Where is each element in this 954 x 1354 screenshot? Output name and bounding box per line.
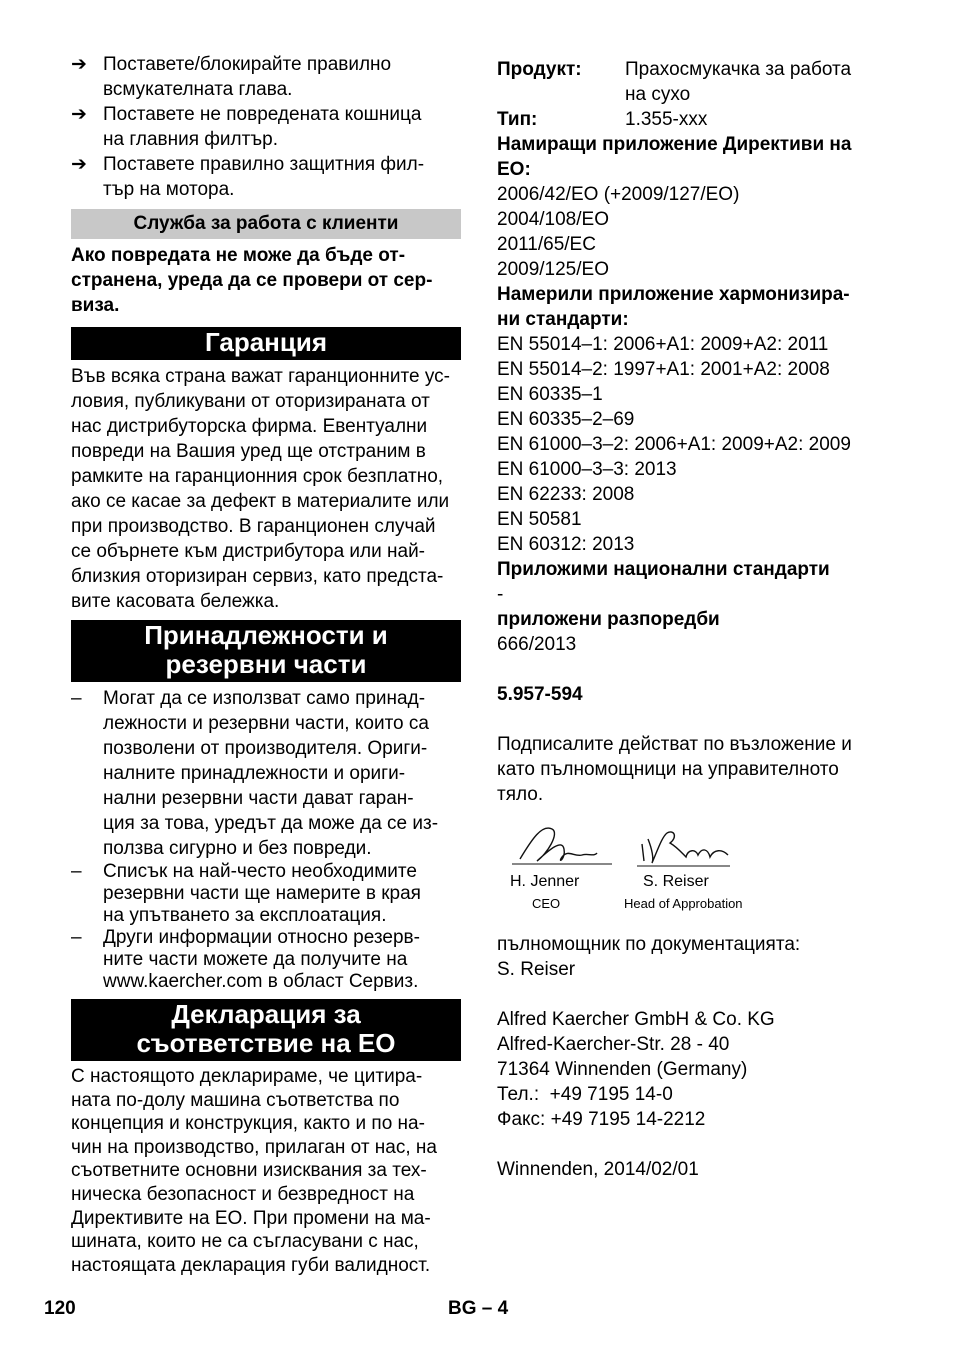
company-address [497, 1007, 887, 1132]
directive-item: 2004/108/ЕО [497, 209, 609, 230]
text-line: ните части можете да получите на [103, 949, 408, 970]
dash-bullet: – [71, 688, 82, 709]
text-line: при производство. В гаранционен случай [71, 516, 436, 537]
text-line: тър на мотора. [103, 179, 235, 200]
arrow-item [71, 152, 461, 202]
dash-bullet: – [71, 861, 82, 882]
text-line: налните принадлежности и ориги- [103, 763, 406, 784]
left-column [71, 52, 461, 1277]
signer-name: S. Reiser [643, 873, 709, 890]
text-line: близкия оторизиран сервиз, като предста- [71, 566, 444, 587]
type-value: 1.355-xxx [625, 109, 708, 130]
text-line: Поставете/блокирайте правилно [103, 54, 392, 75]
heading-line: Намерили приложение хармонизира- [497, 284, 850, 305]
text-line: www.kaercher.com в област Сервиз. [103, 971, 419, 992]
page-number: 120 [44, 1298, 76, 1319]
text-line: всмукателната глава. [103, 79, 293, 100]
text-line: Поставете не повредената кошница [103, 104, 422, 125]
heading-line: Принадлежности и [144, 620, 388, 650]
text-line: на главния филтър. [103, 129, 279, 150]
text-line: Поставете правилно защитния фил- [103, 154, 425, 175]
heading-line: съответствие на ЕО [136, 1028, 396, 1058]
directive-item: 2009/125/ЕО [497, 259, 609, 280]
signer-role: Head of Approbation [624, 896, 743, 911]
declaration-heading [71, 999, 461, 1061]
doc-agent-name: S. Reiser [497, 959, 576, 980]
heading-line: резервни части [165, 649, 367, 679]
address-line: Alfred Kaercher GmbH & Co. KG [497, 1009, 775, 1030]
text-line: вите касовата бележка. [71, 591, 280, 612]
dash-item [71, 861, 461, 927]
standard-item: EN 50581 [497, 509, 582, 530]
standard-item: EN 61000–3–2: 2006+A1: 2009+A2: 2009 [497, 434, 851, 455]
text-line: странена, уреда да се провери от сер- [71, 270, 433, 291]
standard-item: EN 62233: 2008 [497, 484, 635, 505]
right-column [497, 57, 887, 1182]
heading-line: Декларация за [171, 999, 361, 1029]
national-standards-heading: Приложими национални стандарти [497, 559, 830, 580]
text-line: тяло. [497, 784, 544, 805]
text-line: концепция и конструкция, както и по на- [71, 1113, 425, 1135]
declaration-text [71, 1065, 461, 1277]
place-date: Winnenden, 2014/02/01 [497, 1159, 699, 1180]
text-line: като пълномощници на управителното [497, 759, 839, 780]
text-line: Могат да се използват само принад- [103, 688, 426, 709]
product-value: на сухо [625, 84, 691, 105]
doc-agent [497, 932, 887, 982]
standard-item: EN 60335–1 [497, 384, 603, 405]
text-line: рамките на гаранционния срок безплатно, [71, 466, 444, 487]
heading-line: Гаранция [204, 327, 328, 357]
address-line: Факс: +49 7195 14-2212 [497, 1109, 706, 1130]
address-line: 71364 Winnenden (Germany) [497, 1059, 748, 1080]
service-text [71, 243, 461, 318]
regulations-heading: приложени разпоредби [497, 609, 720, 630]
section-label: BG – 4 [448, 1298, 509, 1319]
text-line: лежности и резервни части, които са [103, 713, 429, 734]
directive-item: 2011/65/ЕС [497, 234, 596, 255]
text-line: настоящата декларация губи валидност. [71, 1254, 431, 1276]
text-line: повреди на Вашия уред ще отстраним в [71, 441, 426, 462]
standards-heading [497, 282, 887, 332]
signature-block [497, 807, 887, 932]
arrow-right-icon: ➔ [71, 154, 87, 175]
text-line: Други информации относно резерв- [103, 927, 420, 948]
standard-item: EN 60335–2–69 [497, 409, 635, 430]
dash-bullet: – [71, 927, 82, 948]
text-line: съответните основни изисквания за тех- [71, 1160, 427, 1182]
product-row [497, 57, 887, 107]
dash-item [71, 927, 461, 993]
text-line: нас дистрибуторска фирма. Евентуални [71, 416, 428, 437]
standards-list [497, 332, 887, 557]
document-number: 5.957-594 [497, 684, 583, 705]
product-value: Прахосмукачка за работа [625, 59, 852, 80]
accessories-heading [71, 620, 461, 682]
signer-name: H. Jenner [510, 873, 580, 890]
text-line: виза. [71, 295, 120, 316]
address-line: Тел.: +49 7195 14-0 [497, 1084, 673, 1105]
text-line: чин на производство, прилаган от нас, на [71, 1136, 437, 1158]
text-line: шината, които не са съгласувани с нас, [71, 1231, 419, 1253]
text-line: се обърнете към дистрибутора или най- [71, 541, 426, 562]
national-standards-value: - [497, 584, 504, 605]
arrow-item [71, 52, 461, 102]
signatories-text [497, 732, 887, 807]
arrow-list [71, 52, 461, 202]
type-label: Тип: [497, 109, 538, 130]
text-line: ната по-долу машина съответства по [71, 1089, 400, 1111]
text-line: Списък на най-често необходимите [103, 861, 417, 882]
dash-item [71, 686, 461, 861]
standard-item: EN 61000–3–3: 2013 [497, 459, 677, 480]
text-line: ползва сигурно и без повреди. [103, 838, 372, 859]
doc-agent-label: пълномощник по документацията: [497, 934, 801, 955]
arrow-right-icon: ➔ [71, 104, 87, 125]
warranty-heading [71, 327, 461, 360]
arrow-item [71, 102, 461, 152]
dash-list [71, 686, 461, 993]
standard-item: EN 60312: 2013 [497, 534, 635, 555]
text-line: на упътването за експлоатация. [103, 905, 387, 926]
text-line: ническа безопасност и безвредност на [71, 1183, 415, 1205]
standard-item: EN 55014–2: 1997+A1: 2001+A2: 2008 [497, 359, 830, 380]
directive-item: 2006/42/ЕО (+2009/127/ЕО) [497, 184, 740, 205]
text-line: ако се касае за дефект в материалите или [71, 491, 450, 512]
standard-item: EN 55014–1: 2006+A1: 2009+A2: 2011 [497, 334, 829, 355]
text-line: Подписалите действат по възложение и [497, 734, 852, 755]
regulations-value: 666/2013 [497, 634, 577, 655]
text-line: Ако повредата не може да бъде от- [71, 245, 406, 266]
type-row [497, 107, 887, 132]
signer-role: CEO [532, 896, 561, 911]
service-heading: Служба за работа с клиенти [71, 209, 461, 239]
text-line: ция за това, уредът да може да се из- [103, 813, 439, 834]
signature-image [502, 819, 762, 879]
heading-line: ни стандарти: [497, 309, 629, 330]
text-line: ловия, публикувани от оторизираната от [71, 391, 430, 412]
text-line: Директивите на ЕО. При промени на ма- [71, 1207, 431, 1229]
warranty-text [71, 364, 461, 614]
text-line: позволени от производителя. Ориги- [103, 738, 428, 759]
text-line: С настоящото декларираме, че цитира- [71, 1066, 423, 1087]
directives-list [497, 182, 887, 282]
product-label: Продукт: [497, 59, 582, 80]
directives-heading: Намиращи приложение Директиви на ЕО: [497, 134, 852, 180]
address-line: Alfred-Kaercher-Str. 28 - 40 [497, 1034, 730, 1055]
text-line: Във всяка страна важат гаранционните ус- [71, 366, 450, 387]
text-line: нални резервни части дават гаран- [103, 788, 414, 809]
text-line: резервни части ще намерите в края [103, 883, 421, 904]
arrow-right-icon: ➔ [71, 54, 87, 75]
